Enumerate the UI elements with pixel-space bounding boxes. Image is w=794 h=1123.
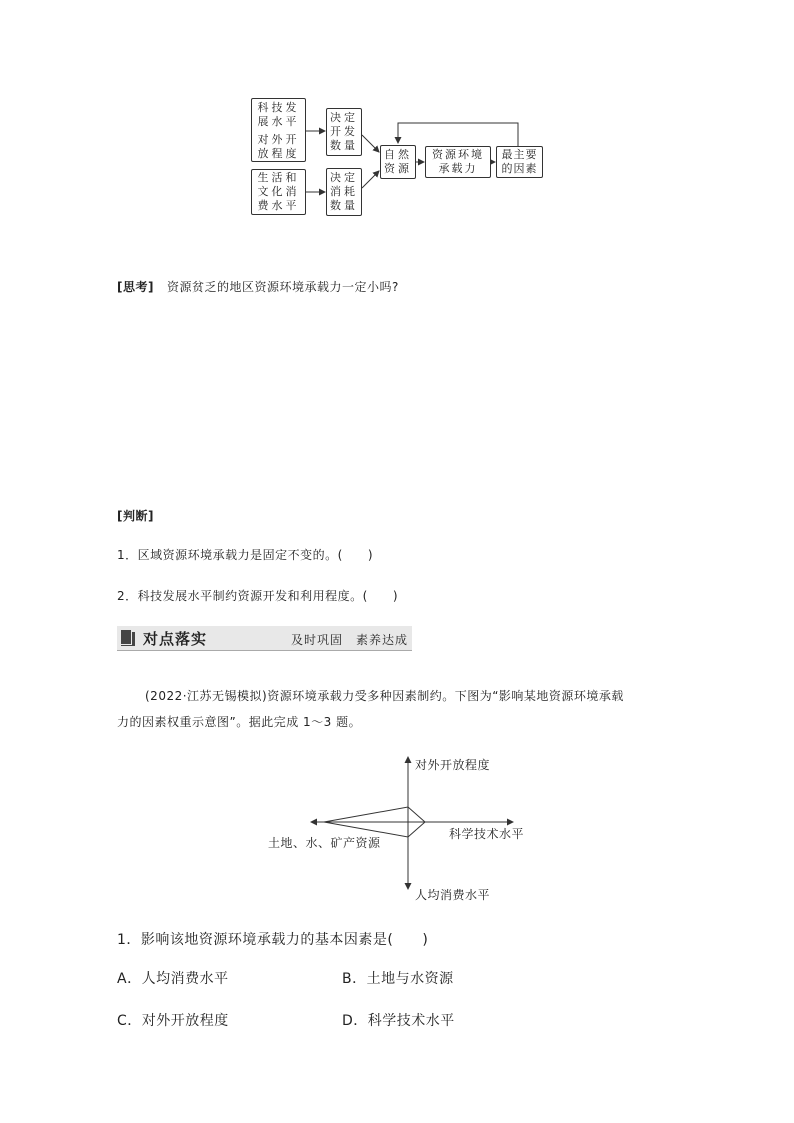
judge-label: [判断] [117,509,154,523]
question-1-option-d: D．科学技术水平 [342,1013,455,1029]
box-decide-cons: 决定 消耗 数量 [326,168,362,216]
axis-label-left: 土地、水、矿产资源 [268,836,381,850]
question-1-option-c: C．对外开放程度 [117,1013,229,1029]
box-natural-resources: 自然 资源 [380,145,416,179]
box-carrying-capacity: 资源环境 承载力 [425,146,491,178]
question-1-option-b: B．土地与水资源 [342,971,454,987]
box-main-factor: 最主要 的因素 [496,146,543,178]
box-open-degree: 对外开 放程度 [257,132,300,160]
section-subtitle: 及时巩固 素养达成 [290,633,408,647]
judge-item-1: 1．区域资源环境承载力是固定不变的。( ) [117,548,373,562]
intro-line-2: 力的因素权重示意图”。据此完成 1～3 题。 [117,715,362,729]
section-title: 对点落实 [143,630,208,648]
intro-line-1: (2022·江苏无锡模拟)资源环境承载力受多种因素制约。下图为“影响某地资源环境承载 [145,689,624,703]
box-decide-dev: 决定 开发 数量 [326,108,362,156]
axis-label-right: 科学技术水平 [449,827,525,841]
question-1-option-a: A．人均消费水平 [117,971,229,987]
axis-label-top: 对外开放程度 [415,758,491,772]
think-label: [思考] [117,280,154,294]
judge-item-2: 2．科技发展水平制约资源开发和利用程度。( ) [117,589,398,603]
think-question: 资源贫乏的地区资源环境承载力一定小吗? [167,280,399,294]
axis-label-bottom: 人均消费水平 [415,888,491,902]
box-life-consumption: 生活和 文化消 费水平 [251,169,306,215]
question-1-stem: 1．影响该地资源环境承载力的基本因素是( ) [117,932,429,948]
box-tech-level: 科技发 展水平 [257,100,300,128]
